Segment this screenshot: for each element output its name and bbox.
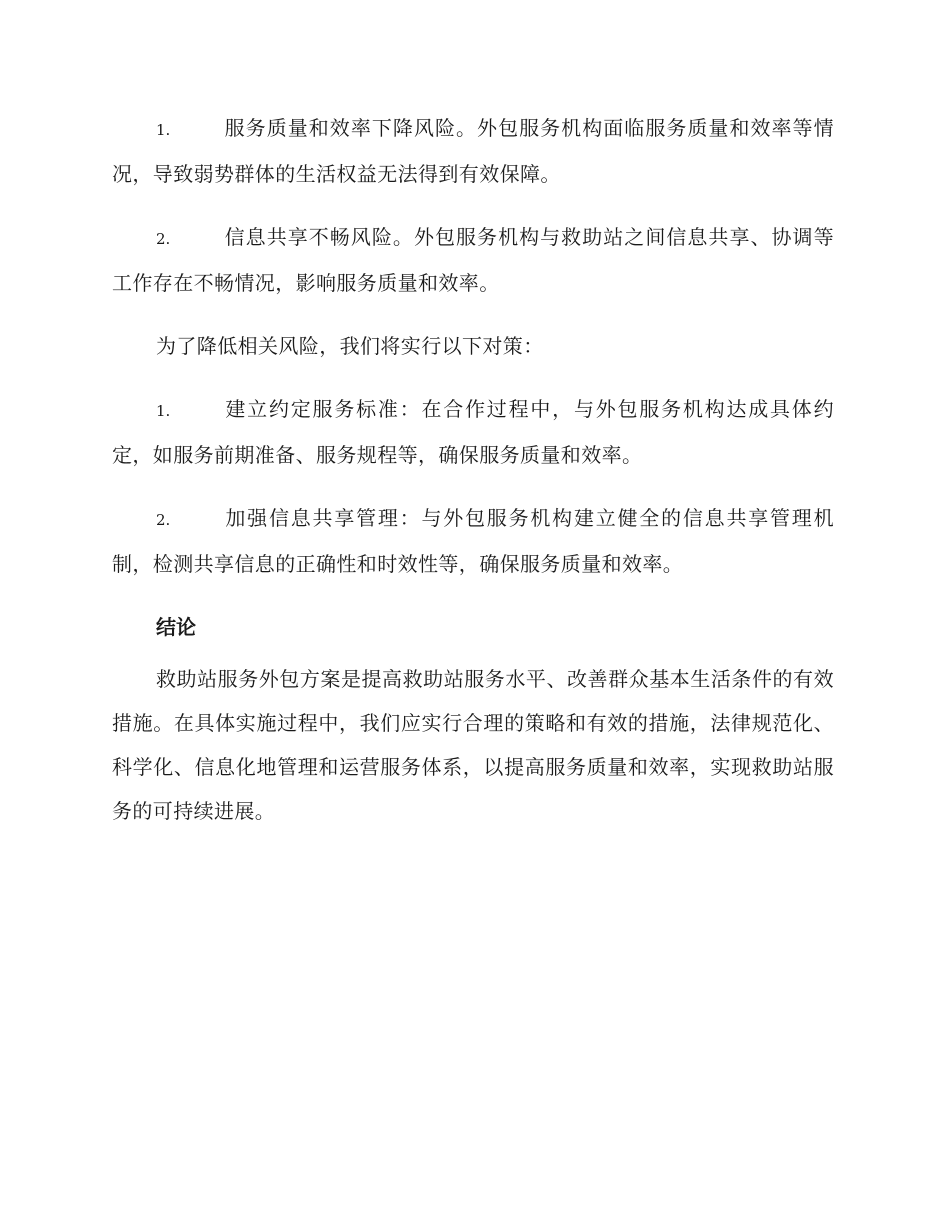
list-item-measure-1 [112,387,834,477]
list-number: 1. [156,402,171,420]
list-item-risk-1 [112,106,834,196]
list-number: 2. [156,230,171,248]
document-page [112,106,834,852]
conclusion-heading: 结论 [156,615,196,639]
list-text: 建立约定服务标准：在合作过程中，与外包服务机构达成具体约定，如服务前期准备、服务规程等，确保服务质量和效率。 [112,397,834,467]
measures-intro: 为了降低相关风险，我们将实行以下对策： [156,334,544,358]
list-number: 2. [156,511,171,529]
list-number: 1. [156,121,171,139]
list-text: 信息共享不畅风险。外包服务机构与救助站之间信息共享、协调等工作存在不畅情况，影响服务质量和效率。 [112,225,834,295]
list-text: 加强信息共享管理：与外包服务机构建立健全的信息共享管理机制，检测共享信息的正确性和时效性等，确保服务质量和效率。 [112,506,834,576]
list-item-measure-2 [112,496,834,586]
list-text: 服务质量和效率下降风险。外包服务机构面临服务质量和效率等情况，导致弱势群体的生活权益无法得到有效保障。 [112,116,834,186]
list-item-risk-2 [112,215,834,305]
conclusion-paragraph: 救助站服务外包方案是提高救助站服务水平、改善群众基本生活条件的有效措施。在具体实施过程中，我们应实行合理的策略和有效的措施，法律规范化、科学化、信息化地管理和运营服务体系，以提高服务质量和效率，实现救助站服务的可持续进展。 [112,667,834,823]
